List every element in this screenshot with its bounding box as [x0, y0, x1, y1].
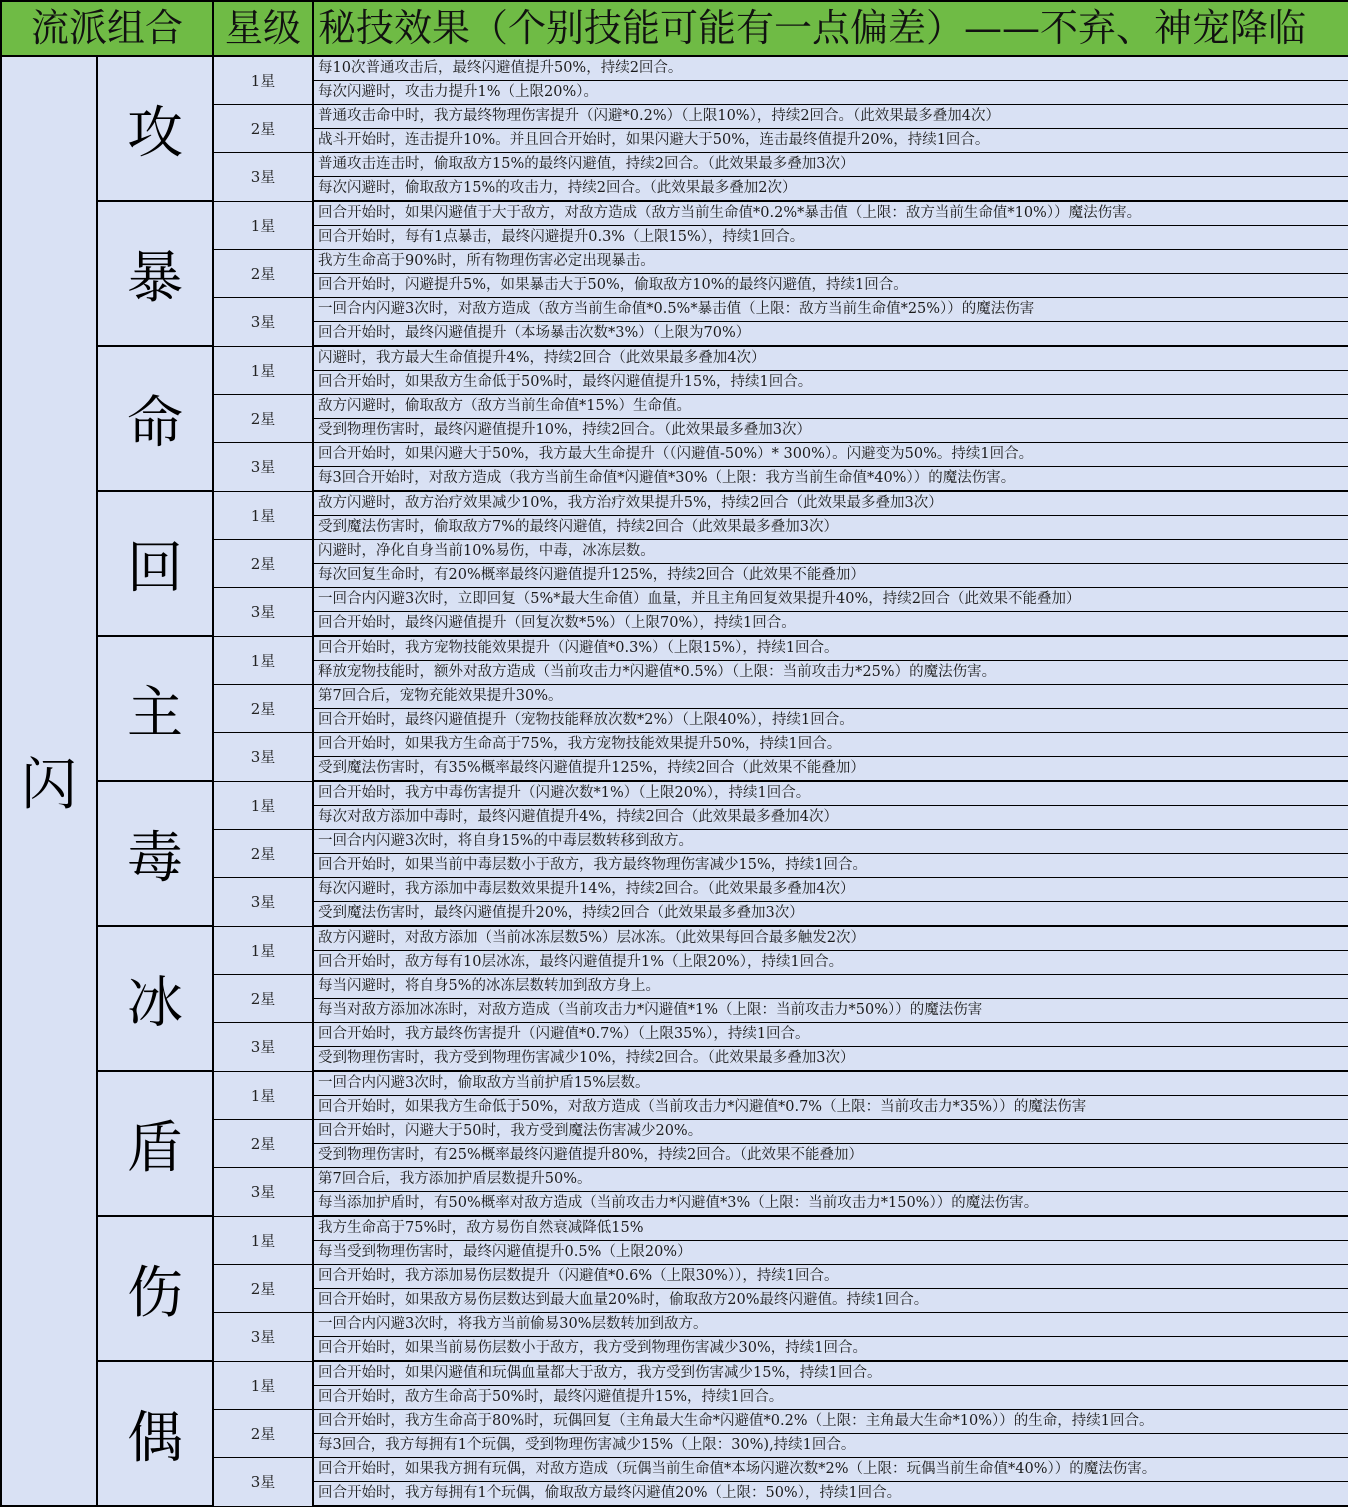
- effect-cell: 每10次普通攻击后，最终闪避值提升50%，持续2回合。: [313, 56, 1348, 81]
- effect-cell: 受到魔法伤害时，偷取敌方7%的最终闪避值，持续2回合（此效果最多叠加3次）: [313, 516, 1348, 540]
- star-level-cell: 1星: [213, 1216, 313, 1265]
- effect-cell: 回合开始时，每有1点暴击，最终闪避提升0.3%（上限15%），持续1回合。: [313, 226, 1348, 250]
- table-row: [1, 346, 1348, 371]
- effect-cell: 受到魔法伤害时，最终闪避值提升20%，持续2回合（此效果最多叠加3次）: [313, 902, 1348, 927]
- effect-cell: 每次闪避时，攻击力提升1%（上限20%）。: [313, 81, 1348, 105]
- star-level-cell: 2星: [213, 250, 313, 298]
- star-level-cell: 3星: [213, 733, 313, 782]
- group-name-cell: 毒: [97, 781, 213, 926]
- group-name-cell: 偶: [97, 1361, 213, 1506]
- effect-cell: 敌方闪避时，敌方治疗效果减少10%，我方治疗效果提升5%，持续2回合（此效果最多叠加3次）: [313, 491, 1348, 516]
- group-name-cell: 主: [97, 636, 213, 781]
- effect-cell: 我方生命高于90%时，所有物理伤害必定出现暴击。: [313, 250, 1348, 274]
- effect-cell: 回合开始时，闪避提升5%，如果暴击大于50%，偷取敌方10%的最终闪避值，持续1回合。: [313, 274, 1348, 298]
- group-name-cell: 暴: [97, 201, 213, 346]
- effect-cell: 回合开始时，最终闪避值提升（本场暴击次数*3%）（上限为70%）: [313, 322, 1348, 347]
- effect-cell: 闪避时，净化自身当前10%易伤，中毒，冰冻层数。: [313, 540, 1348, 564]
- effect-cell: 回合开始时，如果当前中毒层数小于敌方，我方最终物理伤害减少15%，持续1回合。: [313, 854, 1348, 878]
- star-level-cell: 1星: [213, 491, 313, 540]
- header-row: [1, 1, 1348, 56]
- effect-cell: 回合开始时，我方宠物技能效果提升（闪避值*0.3%）（上限15%），持续1回合。: [313, 636, 1348, 661]
- effect-cell: 回合开始时，如果敌方生命低于50%时，最终闪避值提升15%，持续1回合。: [313, 371, 1348, 395]
- table-row: [1, 926, 1348, 951]
- effect-cell: 回合开始时，我方生命高于80%时，玩偶回复（主角最大生命*闪避值*0.2%（上限：主角最大生命*10%））的生命，持续1回合。: [313, 1410, 1348, 1434]
- effect-cell: 释放宠物技能时，额外对敌方造成（当前攻击力*闪避值*0.5%）（上限：当前攻击力*25%）的魔法伤害。: [313, 661, 1348, 685]
- star-level-cell: 3星: [213, 1168, 313, 1217]
- star-level-cell: 1星: [213, 201, 313, 250]
- star-level-cell: 2星: [213, 1120, 313, 1168]
- star-level-cell: 3星: [213, 298, 313, 347]
- star-level-cell: 1星: [213, 346, 313, 395]
- effect-cell: 回合开始时，我方每拥有1个玩偶，偷取敌方最终闪避值20%（上限：50%），持续1回合。: [313, 1482, 1348, 1507]
- table-body: [1, 56, 1348, 1506]
- star-level-cell: 2星: [213, 540, 313, 588]
- effect-cell: 每次对敌方添加中毒时，最终闪避值提升4%，持续2回合（此效果最多叠加4次）: [313, 806, 1348, 830]
- effect-cell: 回合开始时，最终闪避值提升（宠物技能释放次数*2%）（上限40%），持续1回合。: [313, 709, 1348, 733]
- effect-cell: 受到物理伤害时，有25%概率最终闪避值提升80%，持续2回合。（此效果不能叠加）: [313, 1144, 1348, 1168]
- effect-cell: 一回合内闪避3次时，将自身15%的中毒层数转移到敌方。: [313, 830, 1348, 854]
- effect-cell: 每当添加护盾时，有50%概率对敌方造成（当前攻击力*闪避值*3%（上限：当前攻击力*150%））的魔法伤害。: [313, 1192, 1348, 1217]
- group-name-cell: 盾: [97, 1071, 213, 1216]
- main-school-cell: 闪: [1, 56, 97, 1506]
- star-level-cell: 1星: [213, 926, 313, 975]
- group-name-cell: 回: [97, 491, 213, 636]
- table-row: [1, 201, 1348, 226]
- effect-cell: 第7回合后，我方添加护盾层数提升50%。: [313, 1168, 1348, 1192]
- effect-cell: 我方生命高于75%时，敌方易伤自然衰减降低15%: [313, 1216, 1348, 1241]
- effect-cell: 普通攻击命中时，我方最终物理伤害提升（闪避*0.2%）（上限10%），持续2回合。（此效果最多叠加4次）: [313, 105, 1348, 129]
- star-level-cell: 3星: [213, 878, 313, 927]
- effect-cell: 回合开始时，我方中毒伤害提升（闪避次数*1%）（上限20%），持续1回合。: [313, 781, 1348, 806]
- effect-cell: 回合开始时，最终闪避值提升（回复次数*5%）（上限70%），持续1回合。: [313, 612, 1348, 637]
- effect-cell: 每当对敌方添加冰冻时，对敌方造成（当前攻击力*闪避值*1%（上限：当前攻击力*50%））的魔法伤害: [313, 999, 1348, 1023]
- star-level-cell: 1星: [213, 781, 313, 830]
- star-level-cell: 1星: [213, 1071, 313, 1120]
- effect-cell: 战斗开始时，连击提升10%。并且回合开始时，如果闪避大于50%，连击最终值提升20%，持续1回合。: [313, 129, 1348, 153]
- table-row: [1, 56, 1348, 81]
- group-name-cell: 命: [97, 346, 213, 491]
- effect-cell: 每3回合开始时，对敌方造成（我方当前生命值*闪避值*30%（上限：我方当前生命值*40%））的魔法伤害。: [313, 467, 1348, 492]
- group-name-cell: 伤: [97, 1216, 213, 1361]
- table-row: [1, 491, 1348, 516]
- effect-cell: 每当受到物理伤害时，最终闪避值提升0.5%（上限20%）: [313, 1241, 1348, 1265]
- star-level-cell: 2星: [213, 830, 313, 878]
- star-level-cell: 3星: [213, 1458, 313, 1507]
- effect-cell: 普通攻击连击时，偷取敌方15%的最终闪避值，持续2回合。（此效果最多叠加3次）: [313, 153, 1348, 177]
- effect-cell: 回合开始时，如果敌方易伤层数达到最大血量20%时，偷取敌方20%最终闪避值。持续1回合。: [313, 1289, 1348, 1313]
- table-row: [1, 1361, 1348, 1386]
- star-level-cell: 1星: [213, 1361, 313, 1410]
- star-level-cell: 2星: [213, 975, 313, 1023]
- effect-cell: 一回合内闪避3次时，偷取敌方当前护盾15%层数。: [313, 1071, 1348, 1096]
- star-level-cell: 2星: [213, 1410, 313, 1458]
- effect-cell: 回合开始时，如果闪避值和玩偶血量都大于敌方，我方受到伤害减少15%，持续1回合。: [313, 1361, 1348, 1386]
- effect-cell: 回合开始时，如果闪避大于50%，我方最大生命提升（（闪避值-50%）* 300%）。闪避变为50%。持续1回合。: [313, 443, 1348, 467]
- effect-cell: 回合开始时，如果当前易伤层数小于敌方，我方受到物理伤害减少30%，持续1回合。: [313, 1337, 1348, 1362]
- star-level-cell: 3星: [213, 153, 313, 202]
- effect-cell: 敌方闪避时，对敌方添加（当前冰冻层数5%）层冰冻。（此效果每回合最多触发2次）: [313, 926, 1348, 951]
- effect-cell: 回合开始时，如果闪避值于大于敌方，对敌方造成（敌方当前生命值*0.2%*暴击值（上限：敌方当前生命值*10%））魔法伤害。: [313, 201, 1348, 226]
- effect-cell: 回合开始时，闪避大于50时，我方受到魔法伤害减少20%。: [313, 1120, 1348, 1144]
- effect-cell: 敌方闪避时，偷取敌方（敌方当前生命值*15%）生命值。: [313, 395, 1348, 419]
- effect-cell: 每3回合，我方每拥有1个玩偶，受到物理伤害减少15%（上限：30%),持续1回合。: [313, 1434, 1348, 1458]
- effect-cell: 回合开始时，如果我方生命高于75%，我方宠物技能效果提升50%，持续1回合。: [313, 733, 1348, 757]
- effect-cell: 回合开始时，我方最终伤害提升（闪避值*0.7%）（上限35%），持续1回合。: [313, 1023, 1348, 1047]
- star-level-cell: 1星: [213, 56, 313, 105]
- effect-cell: 一回合内闪避3次时，立即回复（5%*最大生命值）血量，并且主角回复效果提升40%，持续2回合（此效果不能叠加）: [313, 588, 1348, 612]
- effect-cell: 回合开始时，如果我方拥有玩偶，对敌方造成（玩偶当前生命值*本场闪避次数*2%（上限：玩偶当前生命值*40%））的魔法伤害。: [313, 1458, 1348, 1482]
- star-level-cell: 2星: [213, 105, 313, 153]
- table-row: [1, 1071, 1348, 1096]
- table-row: [1, 1216, 1348, 1241]
- effect-cell: 闪避时，我方最大生命值提升4%，持续2回合（此效果最多叠加4次）: [313, 346, 1348, 371]
- star-level-cell: 2星: [213, 395, 313, 443]
- star-level-cell: 3星: [213, 1023, 313, 1072]
- effect-cell: 每当闪避时，将自身5%的冰冻层数转加到敌方身上。: [313, 975, 1348, 999]
- group-name-cell: 攻: [97, 56, 213, 201]
- effect-cell: 每次闪避时，偷取敌方15%的攻击力，持续2回合。（此效果最多叠加2次）: [313, 177, 1348, 202]
- header-group: 流派组合: [1, 1, 213, 56]
- star-level-cell: 2星: [213, 685, 313, 733]
- effect-cell: 受到物理伤害时，我方受到物理伤害减少10%，持续2回合。（此效果最多叠加3次）: [313, 1047, 1348, 1072]
- effect-cell: 每次闪避时，我方添加中毒层数效果提升14%，持续2回合。（此效果最多叠加4次）: [313, 878, 1348, 902]
- effect-cell: 回合开始时，我方添加易伤层数提升（闪避值*0.6%（上限30%）），持续1回合。: [313, 1265, 1348, 1289]
- star-level-cell: 3星: [213, 588, 313, 637]
- effect-cell: 回合开始时，敌方每有10层冰冻，最终闪避值提升1%（上限20%），持续1回合。: [313, 951, 1348, 975]
- effect-cell: 一回合内闪避3次时，对敌方造成（敌方当前生命值*0.5%*暴击值（上限：敌方当前生命值*25%））的魔法伤害: [313, 298, 1348, 322]
- effect-cell: 回合开始时，如果我方生命低于50%，对敌方造成（当前攻击力*闪避值*0.7%（上限：当前攻击力*35%））的魔法伤害: [313, 1096, 1348, 1120]
- effect-cell: 回合开始时，敌方生命高于50%时，最终闪避值提升15%，持续1回合。: [313, 1386, 1348, 1410]
- table-row: [1, 781, 1348, 806]
- effect-cell: 第7回合后，宠物充能效果提升30%。: [313, 685, 1348, 709]
- effect-cell: 每次回复生命时，有20%概率最终闪避值提升125%，持续2回合（此效果不能叠加）: [313, 564, 1348, 588]
- star-level-cell: 3星: [213, 1313, 313, 1362]
- header-star: 星级: [213, 1, 313, 56]
- group-name-cell: 冰: [97, 926, 213, 1071]
- effect-cell: 受到物理伤害时，最终闪避值提升10%，持续2回合。（此效果最多叠加3次）: [313, 419, 1348, 443]
- star-level-cell: 1星: [213, 636, 313, 685]
- star-level-cell: 3星: [213, 443, 313, 492]
- table-row: [1, 636, 1348, 661]
- effect-cell: 受到魔法伤害时，有35%概率最终闪避值提升125%，持续2回合（此效果不能叠加）: [313, 757, 1348, 782]
- effect-cell: 一回合内闪避3次时，将我方当前偷易30%层数转加到敌方。: [313, 1313, 1348, 1337]
- header-effect: 秘技效果（个别技能可能有一点偏差）——不弃、神宠降临: [313, 1, 1348, 56]
- star-level-cell: 2星: [213, 1265, 313, 1313]
